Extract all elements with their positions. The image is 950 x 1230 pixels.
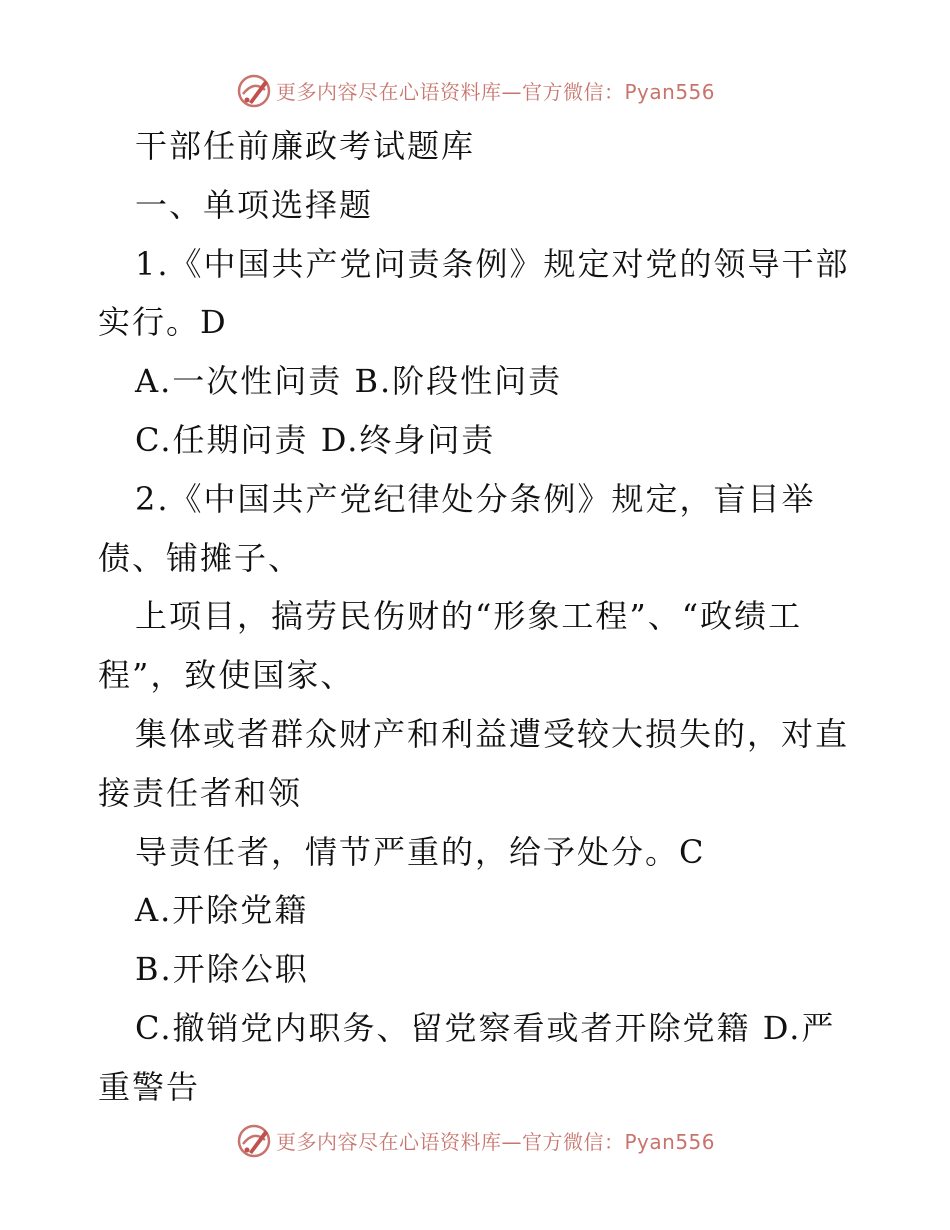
question-2-line-6: 接责任者和领	[98, 773, 303, 812]
watermark-text: 更多内容尽在心语资料库—官方微信：Pyan556	[276, 1130, 716, 1154]
watermark-text: 更多内容尽在心语资料库—官方微信：Pyan556	[276, 80, 716, 104]
question-2-line-5: 集体或者群众财产和利益遭受较大损失的，对直	[135, 714, 850, 753]
question-2-line-3: 上项目，搞劳民伤财的“形象工程”、“政绩工	[135, 597, 803, 636]
question-2-line-4: 程”，致使国家、	[98, 656, 355, 695]
pen-logo-icon	[235, 72, 273, 110]
question-2-option-b: B.开除公职	[135, 950, 309, 989]
section-heading: 一、单项选择题	[135, 185, 374, 224]
question-1-options-ab: A.一次性问责 B.阶段性问责	[135, 362, 563, 401]
document-title: 干部任前廉政考试题库	[135, 127, 476, 165]
question-2-option-d-cont: 重警告	[98, 1067, 201, 1106]
watermark-banner-bottom	[0, 1122, 950, 1162]
question-2-line-1: 2.《中国共产党纪律处分条例》规定，盲目举	[135, 479, 816, 518]
question-2-option-a: A.开除党籍	[135, 891, 309, 930]
question-1-options-cd: C.任期问责 D.终身问责	[135, 420, 496, 459]
watermark-banner-top	[0, 72, 950, 112]
question-2-option-cd: C.撤销党内职务、留党察看或者开除党籍 D.严	[135, 1008, 836, 1047]
question-1-line-1: 1.《中国共产党问责条例》规定对党的领导干部	[135, 244, 850, 283]
pen-logo-icon	[235, 1122, 273, 1160]
document-body	[98, 126, 858, 1126]
question-1-line-2: 实行。D	[98, 303, 228, 342]
question-2-line-2: 债、铺摊子、	[98, 538, 303, 577]
question-2-line-7: 导责任者，情节严重的，给予处分。C	[135, 832, 706, 871]
